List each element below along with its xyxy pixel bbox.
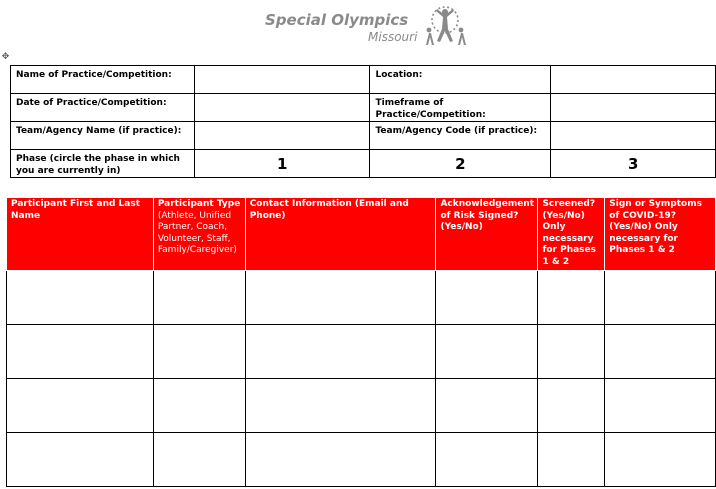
screened-cell[interactable] (538, 433, 605, 487)
table-row (7, 325, 716, 379)
risk-acknowledgement-cell[interactable] (436, 433, 538, 487)
participant-name-cell[interactable] (7, 325, 154, 379)
special-olympics-logo-icon (423, 3, 467, 49)
location-label: Location: (370, 66, 551, 94)
col-header-contact-info (245, 198, 436, 271)
screened-cell[interactable] (538, 325, 605, 379)
team-name-label: Team/Agency Name (if practice): (11, 122, 195, 150)
covid-symptoms-cell[interactable] (605, 325, 716, 379)
covid-symptoms-cell[interactable] (605, 379, 716, 433)
col-header-participant-type-text: Participant Type (157, 199, 241, 209)
col-header-participant-name-text: Participant First and Last Name (11, 199, 141, 221)
practice-date-field[interactable] (194, 94, 370, 122)
phase-option-1[interactable]: 1 (194, 150, 370, 178)
location-field[interactable] (551, 66, 716, 94)
col-header-contact-info-text: Contact Information (Email and Phone) (249, 199, 409, 221)
contact-info-cell[interactable] (245, 433, 436, 487)
col-header-covid-symptoms (605, 198, 716, 271)
phase-option-3[interactable]: 3 (551, 150, 716, 178)
participant-type-cell[interactable] (153, 271, 245, 325)
participant-name-cell[interactable] (7, 433, 154, 487)
contact-info-cell[interactable] (245, 379, 436, 433)
practice-name-field[interactable] (194, 66, 370, 94)
covid-symptoms-cell[interactable] (605, 271, 716, 325)
phase-label: Phase (circle the phase in which you are currently in) (11, 150, 195, 178)
special-olympics-logo (265, 3, 465, 53)
col-header-risk-acknowledgement (436, 198, 538, 271)
team-name-field[interactable] (194, 122, 370, 150)
contact-info-cell[interactable] (245, 325, 436, 379)
logo-org-region: Missouri (368, 30, 418, 44)
logo-org-name: Special Olympics (265, 11, 409, 29)
participant-roster-table (6, 197, 716, 487)
col-header-covid-symptoms-text: Sign or Symptoms of COVID-19? (Yes/No) Only necessary for Phases 1 & 2 (609, 199, 702, 255)
timeframe-field[interactable] (551, 94, 716, 122)
practice-info-table (10, 65, 716, 178)
practice-name-label: Name of Practice/Competition: (11, 66, 195, 94)
phase-option-2[interactable]: 2 (370, 150, 551, 178)
col-header-participant-type (153, 198, 245, 271)
table-row (7, 433, 716, 487)
col-header-participant-type-note: (Athlete, Unified Partner, Coach, Volunteer, Staff, Family/Caregiver) (157, 210, 237, 255)
participant-name-cell[interactable] (7, 271, 154, 325)
participant-type-cell[interactable] (153, 325, 245, 379)
screened-cell[interactable] (538, 379, 605, 433)
table-move-handle-icon[interactable]: ✥ (1, 52, 10, 62)
risk-acknowledgement-cell[interactable] (436, 379, 538, 433)
covid-symptoms-cell[interactable] (605, 433, 716, 487)
table-row (7, 271, 716, 325)
participant-type-cell[interactable] (153, 433, 245, 487)
team-code-field[interactable] (551, 122, 716, 150)
col-header-participant-name (7, 198, 154, 271)
screened-cell[interactable] (538, 271, 605, 325)
col-header-screened-text: Screened? (Yes/No) Only necessary for Phases 1 & 2 (542, 199, 597, 267)
participant-name-cell[interactable] (7, 379, 154, 433)
table-row (7, 379, 716, 433)
participant-type-cell[interactable] (153, 379, 245, 433)
risk-acknowledgement-cell[interactable] (436, 271, 538, 325)
team-code-label: Team/Agency Code (if practice): (370, 122, 551, 150)
contact-info-cell[interactable] (245, 271, 436, 325)
timeframe-label: Timeframe of Practice/Competition: (370, 94, 551, 122)
practice-date-label: Date of Practice/Competition: (11, 94, 195, 122)
col-header-risk-acknowledgement-text: Acknowledgement of Risk Signed? (Yes/No) (440, 199, 535, 232)
risk-acknowledgement-cell[interactable] (436, 325, 538, 379)
col-header-screened (538, 198, 605, 271)
